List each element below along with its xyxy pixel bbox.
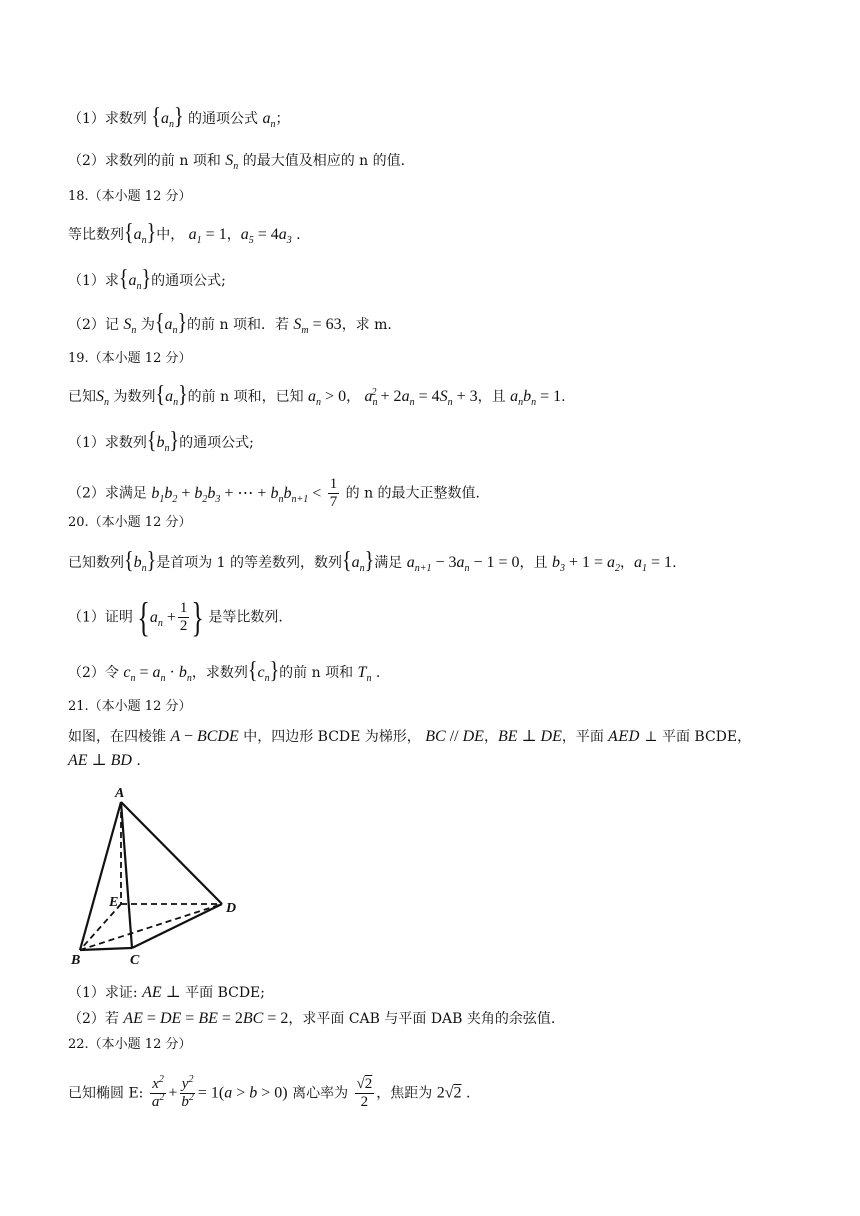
q22-stem: 已知椭圆 E: $\frac{x^2}{a^2}$ + $\frac{y^2}{b^2}$ = 1(a > b > 0) 离心率为 $\frac{√2}{2}$ ，焦距为 2√2 .	[68, 1074, 471, 1110]
q18-part1: （1）求$\{a_n\}$的通项公式;	[68, 265, 226, 293]
q20-heading: 20.（本小题 12 分）	[68, 515, 192, 530]
label-c: C	[130, 953, 140, 968]
q18-stem: 等比数列$\{a_n\}$中， $a_1 = 1$，$a_5 = 4a_3$ .	[68, 219, 301, 247]
edge-bc	[80, 948, 132, 950]
q19-stem: 已知$S_n$ 为数列$\{a_n\}$的前 n 项和，已知 $a_n > 0$， $a_n^2 + 2a_n = 4S_n + 3$，且 $a_nb_n = 1$.	[68, 381, 566, 409]
q20-stem: 已知数列$\{b_n\}$是首项为 1 的等差数列，数列$\{a_n\}$满足 $a_{n+1} - 3a_n - 1 = 0$，且 $b_3 + 1 = a_2$，$a_1 = 1$.	[68, 547, 677, 575]
q21-stem: 如图，在四棱锥 A − BCDE 中，四边形 BCDE 为梯形， BC // DE，BE ⊥ DE，平面 AED ⊥ 平面 BCDE，	[68, 728, 752, 745]
q21-heading: 21.（本小题 12 分）	[68, 699, 192, 714]
label-b: B	[71, 953, 81, 968]
q18-part2: （2）记 $S_n$ 为$\{a_n\}$的前 n 项和．若 $S_m = 63$，求 m.	[68, 309, 392, 337]
q21-part1: （1）求证: AE ⊥ 平面 BCDE;	[68, 984, 265, 1001]
label-a: A	[115, 786, 125, 801]
edge-ac	[121, 802, 132, 948]
q19-heading: 19.（本小题 12 分）	[68, 351, 192, 366]
q17-part1: （1）求数列 $\{a_n\}$ 的通项公式 $a_n$；	[68, 103, 290, 131]
edge-cd	[132, 904, 222, 948]
q19-part2: （2）求满足 $b_1b_2 + b_2b_3$ + ⋯ + $b_nb_{n+1}$ < $\frac{1}{7}$ 的 n 的最大正整数值.	[68, 476, 481, 510]
q20-part1: （1）证明 {$a_n$ + $\frac{1}{2}$ } 是等比数列.	[68, 593, 283, 640]
q18-heading: 18.（本小题 12 分）	[68, 189, 192, 204]
pyramid-figure	[66, 782, 246, 972]
label-d: D	[226, 901, 237, 916]
q20-part2: （2）令 $c_n = a_n \cdot b_n$，求数列$\{c_n\}$的前 n 项和 $T_n$ .	[68, 657, 381, 685]
label-e: E	[109, 895, 119, 910]
q22-heading: 22.（本小题 12 分）	[68, 1037, 192, 1052]
q21-stem-cont: AE ⊥ BD .	[68, 752, 141, 769]
q19-part1: （1）求数列$\{b_n\}$的通项公式;	[68, 427, 254, 455]
edge-ad	[121, 802, 222, 904]
q21-part2: （2）若 AE = DE = BE = 2BC = 2，求平面 CAB 与平面 DAB 夹角的余弦值.	[68, 1010, 556, 1027]
q17-part2: （2）求数列的前 n 项和 $S_n$ 的最大值及相应的 n 的值.	[68, 152, 406, 173]
